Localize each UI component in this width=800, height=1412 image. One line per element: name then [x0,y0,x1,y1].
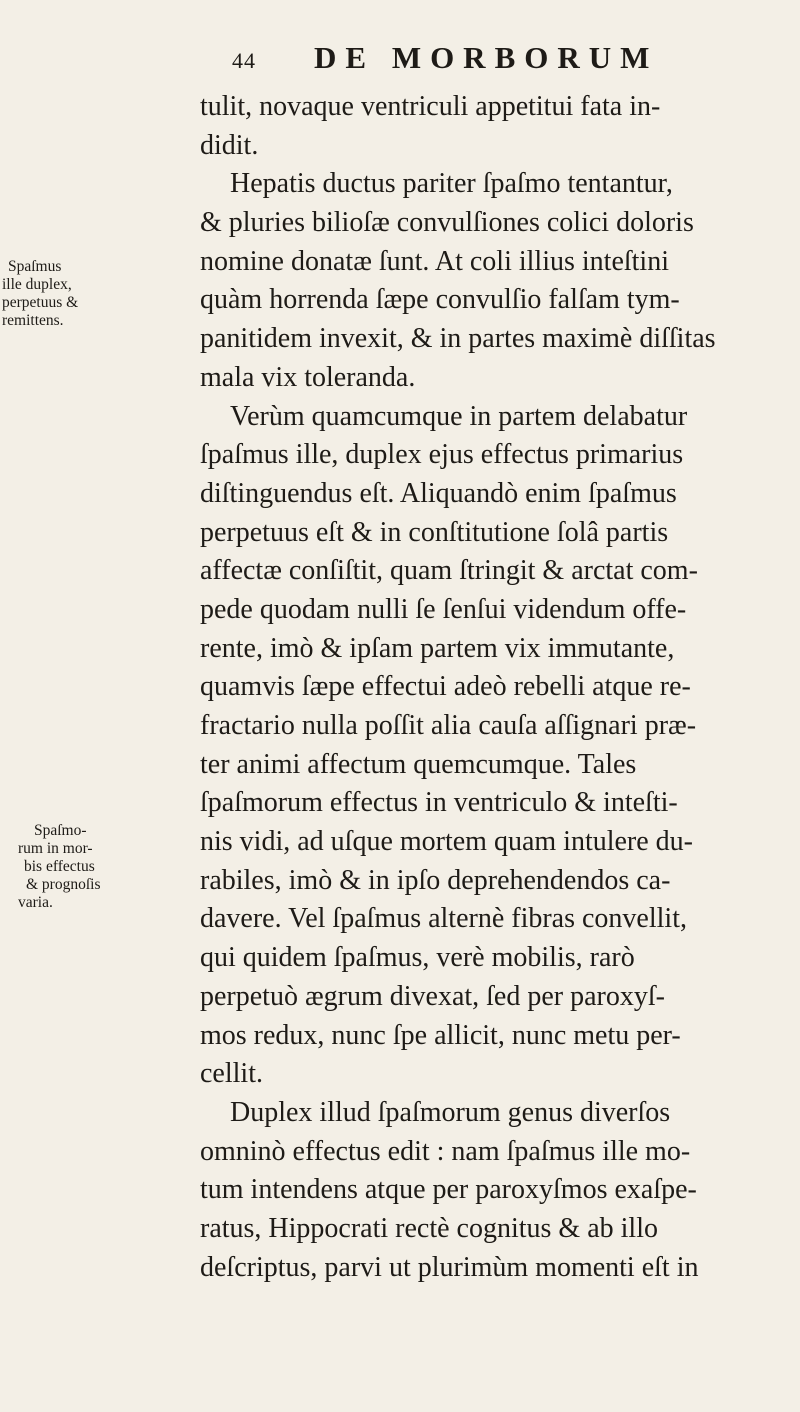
margin-note-line: ille duplex, [2,276,72,293]
text-line: affectæ conſiſtit, quam ſtringit & arctat com- [200,555,698,587]
margin-note [2,258,126,330]
paragraph-start-line: Hepatis ductus pariter ſpaſmo tentantur, [230,168,673,200]
text-line: pede quodam nulli ſe ſenſui videndum offe- [200,593,687,625]
text-line: qui quidem ſpaſmus, verè mobilis, rarò [200,942,635,974]
text-line: deſcriptus, parvi ut plurimùm momenti eſt in [200,1251,699,1283]
text-line: omninò effectus edit : nam ſpaſmus ille mo- [200,1135,691,1167]
text-line: ſpaſmus ille, duplex ejus effectus primarius [200,439,684,471]
text-line: diſtinguendus eſt. Aliquandò enim ſpaſmus [200,477,677,509]
body-text [200,88,760,1287]
text-line: ratus, Hippocrati rectè cognitus & ab illo [200,1212,658,1244]
text-line: quàm horrenda ſæpe convulſio falſam tym- [200,284,680,316]
margin-note-line: rum in mor- [18,840,93,857]
margin-note-line: bis effectus [24,858,95,875]
text-line: ſpaſmorum effectus in ventriculo & inteſti- [200,787,678,819]
text-line: cellit. [200,1058,263,1090]
text-line: rente, imò & ipſam partem vix immutante, [200,632,675,664]
running-title: DE MORBORUM [314,40,659,75]
text-line: tum intendens atque per paroxyſmos exaſpe- [200,1174,697,1206]
margin-note-line: remittens. [2,312,64,329]
text-line: didit. [200,129,259,161]
text-line: nomine donatæ ſunt. At coli illius inteſtini [200,245,669,277]
margin-note-line: perpetuus & [2,294,79,311]
text-line: mos redux, nunc ſpe allicit, nunc metu per- [200,1019,681,1051]
paragraph-start-line: Verùm quamcumque in partem delabatur [230,400,688,432]
text-line: perpetuò ægrum divexat, ſed per paroxyſ- [200,980,665,1012]
text-line: fractario nulla poſſit alia cauſa aſſignari præ- [200,710,697,741]
text-line: ter animi affectum quemcumque. Tales [200,748,637,780]
text-line: panitidem invexit, & in partes maximè diſſitas [200,323,716,355]
page-number: 44 [232,48,256,73]
page-header [232,36,752,86]
margin-note-line: Spaſmo- [34,822,87,839]
margin-note-line: Spaſmus [8,258,62,275]
margin-note [2,822,126,912]
margin-note-line: varia. [18,894,53,911]
margin-note-line: & prognoſis [26,876,101,893]
text-line: rabiles, imò & in ipſo deprehendendos ca- [200,864,671,896]
text-line: & pluries bilioſæ convulſiones colici doloris [200,207,694,239]
paragraph-start-line: Duplex illud ſpaſmorum genus diverſos [230,1096,671,1128]
text-line: nis vidi, ad uſque mortem quam intulere du- [200,826,694,858]
text-line: tulit, novaque ventriculi appetitui fata in- [200,91,661,122]
text-line: davere. Vel ſpaſmus alternè fibras convellit, [200,903,687,935]
text-line: quamvis ſæpe effectui adeò rebelli atque re- [200,671,691,703]
text-line: mala vix toleranda. [200,361,416,393]
text-line: perpetuus eſt & in conſtitutione ſolâ partis [200,516,669,548]
